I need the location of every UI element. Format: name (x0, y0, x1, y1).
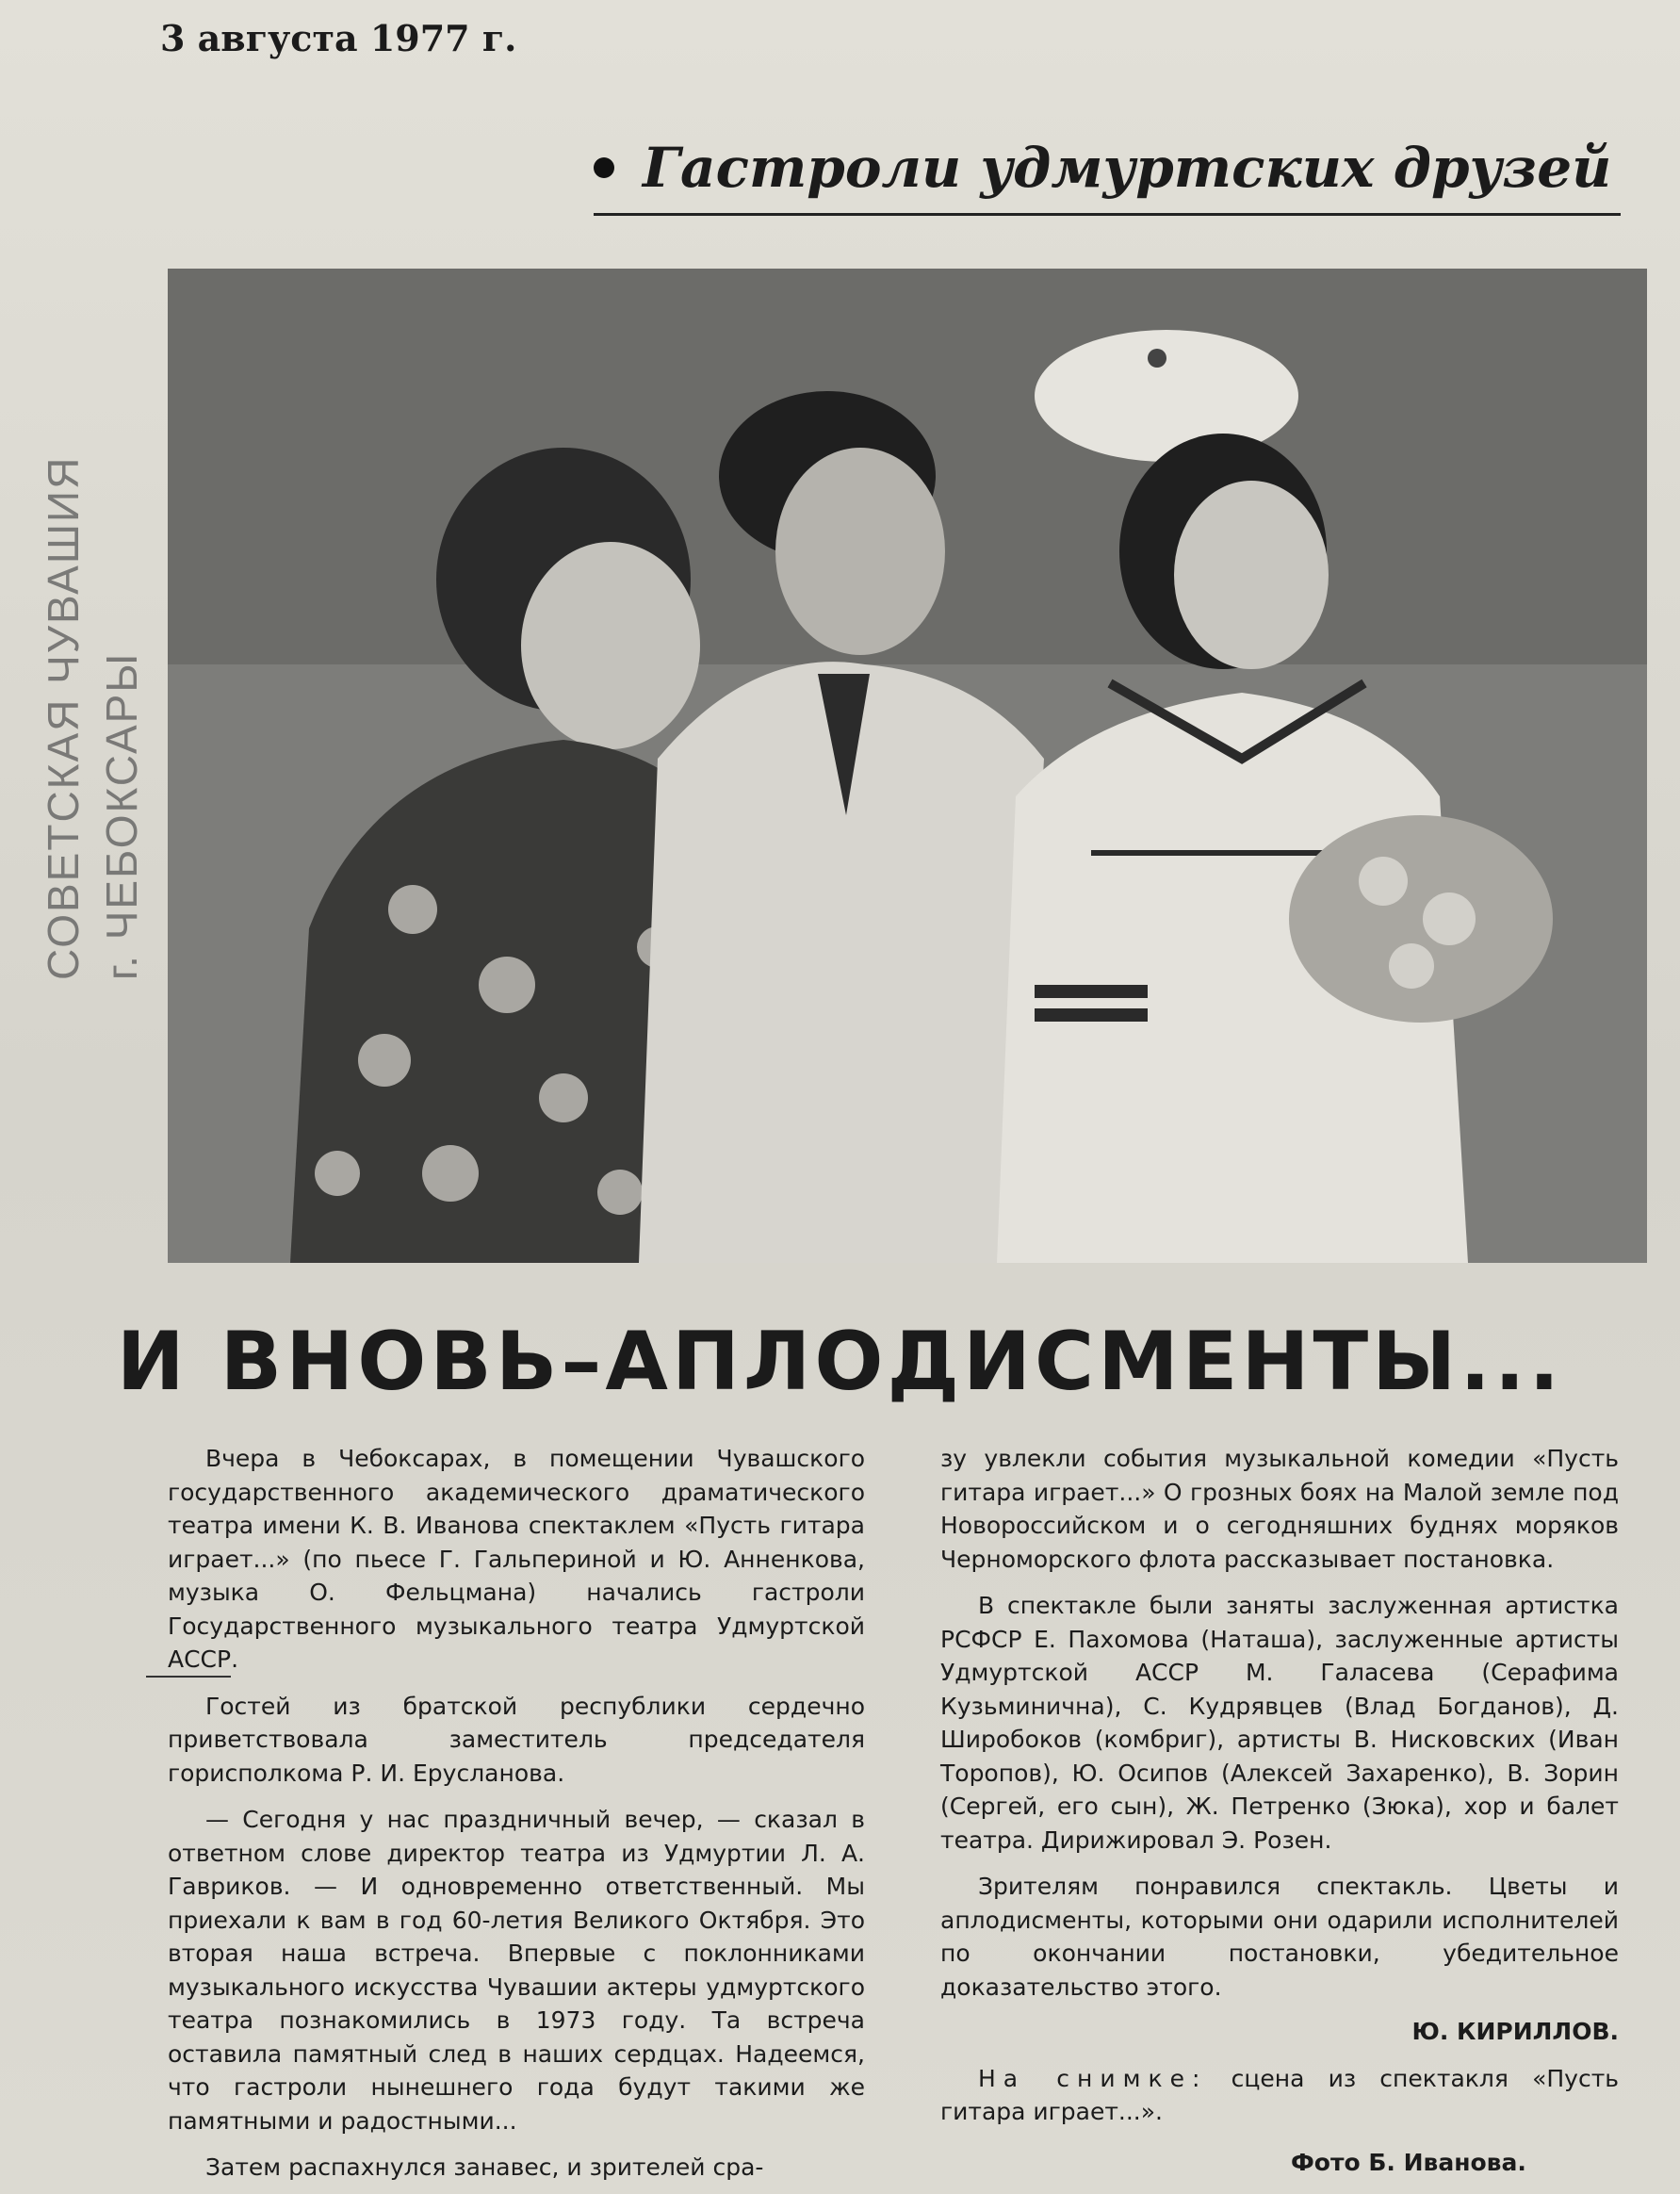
caption-label: На снимке: (978, 2064, 1208, 2092)
paragraph: Гостей из братской республики сердечно приветствовала заместитель председателя горисполкома Р. И. Еруcланова. (168, 1692, 865, 1787)
publication-date: 3 августа 1977 г. (160, 17, 517, 59)
paragraph: В спектакле были заняты заслуженная артистка РСФСР Е. Пахомова (Наташа), заслуженные артисты Удмуртской АССР М. Галасева (Серафима Кузьминична), С. Кудрявцев (Влад Богданов), Д. Широбоков (комбриг), артисты В. Нисковских (Иван Торопов), Ю. Осипов (Алексей Захаренко), В. Зорин (Сергей, его сын), Ж. Петренко (Зюка), хор и балет театра. Дирижировал Э. Розен. (940, 1592, 1619, 1854)
paragraph: — Сегодня у нас праздничный вечер, — сказал в ответном слове директор театра из Удмуртии Л. А. Гавриков. — И одновременно ответственный. Мы приехали к вам в год 60-летия Великого Октября. Это вторая наша встреча. Впервые с поклонниками музыкального искусства Чувашии актеры удмуртского театра познакомились в 1973 году. Та встреча оставила памятный след в наших сердцах. Надеемся, что гастроли нынешнего года будут такими же памятными и радостными... (168, 1806, 865, 2135)
paragraph: Вчера в Чебоксарах, в помещении Чувашского государственного академического драматического театра имени К. В. Иванова спектаклем «Пусть гитара играет...» (по пьесе Г. Гальпериной и Ю. Анненкова, музыка О. Фельцмана) начались гастроли Государственного музыкального театра Удмуртской АССР. (168, 1445, 865, 1673)
library-stamp (38, 452, 151, 980)
photo-credit: Фото Б. Иванова. (1291, 2149, 1526, 2176)
scene-photo-illustration (168, 269, 1647, 1263)
paragraph: зу увлекли события музыкальной комедии «Пусть гитара играет...» О грозных боях на Малой земле под Новороссийском и о сегодняшних буднях моряков Черноморского флота рассказывает постановка. (940, 1445, 1619, 1573)
rubric-title: Гастроли удмуртских друзей (643, 136, 1612, 200)
paragraph: Зрителям понравился спектакль. Цветы и аплодисменты, которыми они одарили исполнителей по окончании постановки, убедительное доказательство этого. (940, 1873, 1619, 2001)
article-column-left (168, 1442, 865, 2185)
bullet-dot (594, 157, 614, 178)
scene-photo (168, 269, 1647, 1263)
rubric-header (594, 123, 1621, 216)
article-column-right (940, 1442, 1619, 2129)
paragraph: Затем распахнулся занавес, и зрителей сра- (205, 2153, 764, 2181)
author-signature: Ю. КИРИЛЛОВ. (1411, 2018, 1619, 2045)
caption-text: сцена из спектакля «Пусть гитара играет...». (940, 2064, 1619, 2125)
stamp-line-2: г. ЧЕБОКСАРЫ (97, 651, 146, 980)
article-headline: И ВНОВЬ–АПЛОДИСМЕНТЫ... (116, 1315, 1564, 1409)
photo-caption (940, 2062, 1619, 2129)
stamp-line-1: СОВЕТСКАЯ ЧУВАШИЯ (39, 455, 88, 980)
